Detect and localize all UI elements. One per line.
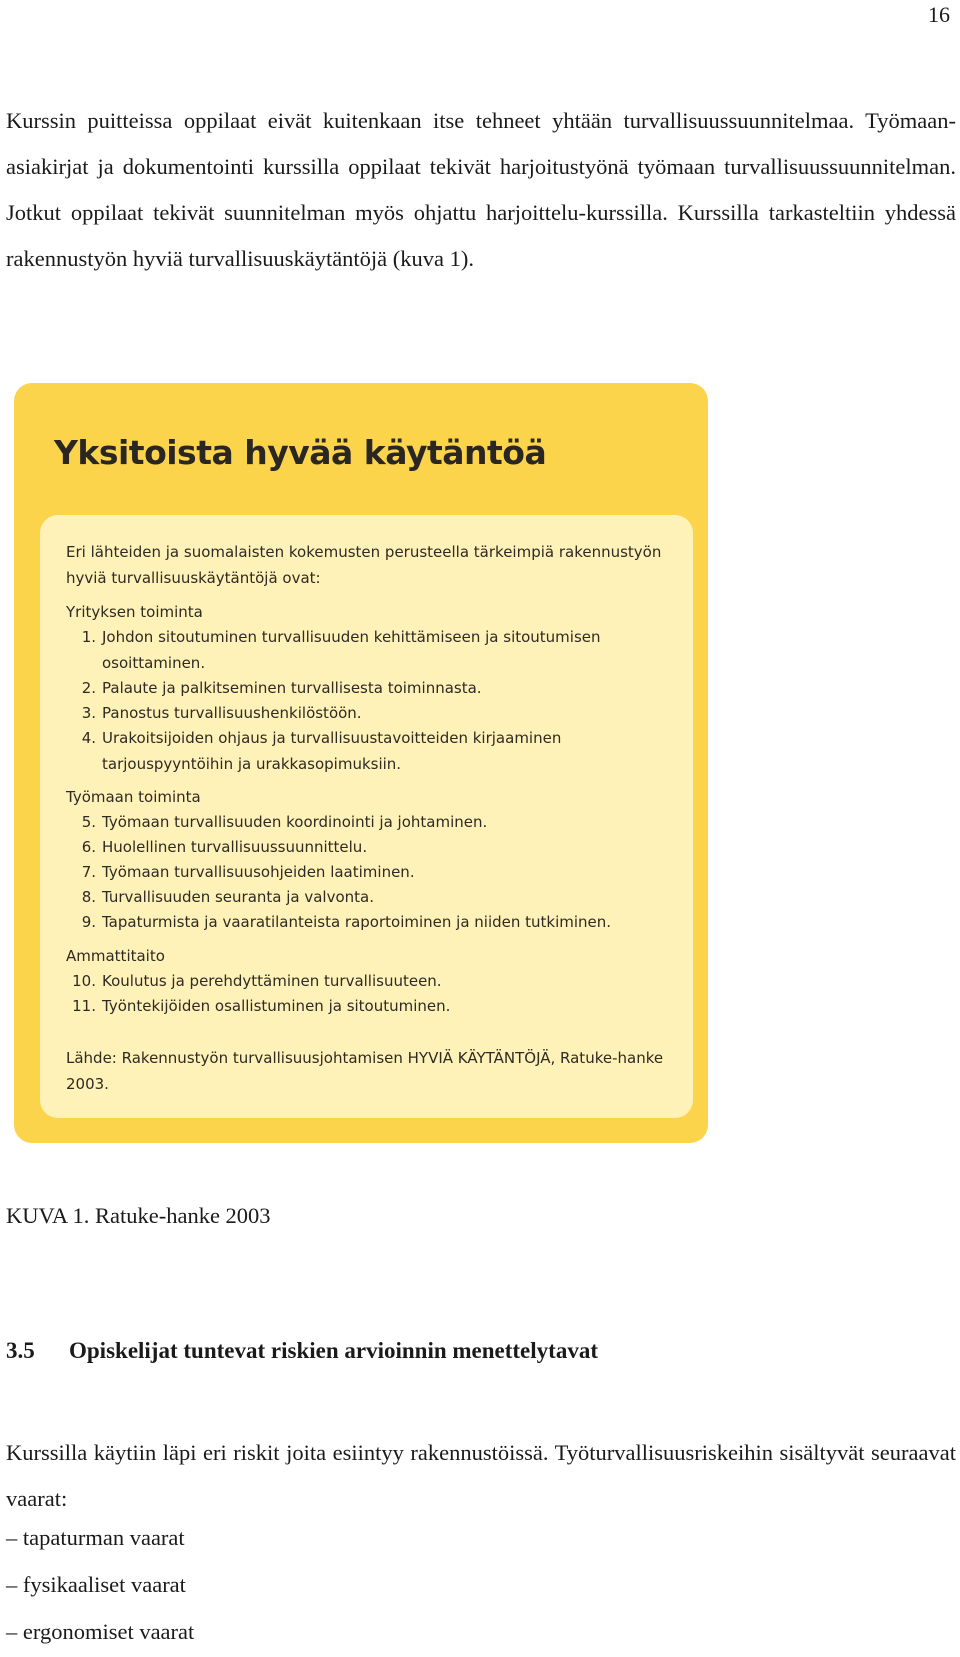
- section-number: 3.5: [6, 1338, 35, 1363]
- list-item: 10. Koulutus ja perehdyttäminen turvallisuuteen.: [72, 972, 442, 990]
- body-paragraph-2: Kurssilla käytiin läpi eri riskit joita esiintyy rakennustöissä. Työturvallisuusriskeihin sisältyvät seuraavat vaarat:: [6, 1440, 956, 1511]
- section-heading: [6, 1338, 598, 1364]
- figure-source: Lähde: Rakennustyön turvallisuusjohtamisen HYVIÄ KÄYTÄNTÖJÄ, Ratuke-hanke 2003.: [66, 1049, 664, 1093]
- figure-panel: [40, 515, 693, 1118]
- figure-intro: Eri lähteiden ja suomalaisten kokemusten perusteella tärkeimpiä rakennustyön hyviä turvallisuuskäytäntöjä ovat:: [66, 543, 662, 587]
- section-title: Työmaan toiminta: [66, 788, 201, 806]
- section-title: Yrityksen toiminta: [66, 603, 203, 621]
- figure-good-practices: [14, 383, 708, 1143]
- list-item: 8. Turvallisuuden seuranta ja valvonta.: [81, 888, 375, 906]
- list-item: 4. Urakoitsijoiden ohjaus ja turvallisuustavoitteiden kirjaaminen tarjouspyyntöihin ja urakkasopimuksiin.: [81, 729, 562, 773]
- section-heading-text: Opiskelijat tuntevat riskien arvioinnin menettelytavat: [69, 1338, 598, 1363]
- list-item: 9. Tapaturmista ja vaaratilanteista raportoiminen ja niiden tutkiminen.: [81, 913, 612, 931]
- list-item: – fysikaaliset vaarat: [6, 1572, 186, 1597]
- page-number: 16: [928, 2, 950, 27]
- list-item: – tapaturman vaarat: [6, 1525, 185, 1550]
- body-paragraph-1: Kurssin puitteissa oppilaat eivät kuitenkaan itse tehneet yhtään turvallisuussuunnitelmaa. Työmaan-asiakirjat ja dokumentointi kurssilla oppilaat tekivät harjoitustyönä työmaan turvallisuussuunnitelman. Jotkut oppilaat tekivät suunnitelman myös ohjattu harjoittelu-kurssilla. Kurssilla tarkasteltiin yhdessä rakennustyön hyviä turvallisuuskäytäntöjä (kuva 1).: [6, 108, 956, 271]
- list-item: 2. Palaute ja palkitseminen turvallisesta toiminnasta.: [81, 679, 482, 697]
- section-title: Ammattitaito: [66, 947, 165, 965]
- list-item: 1. Johdon sitoutuminen turvallisuuden kehittämiseen ja sitoutumisen osoittaminen.: [81, 628, 601, 672]
- figure-title: Yksitoista hyvää käytäntöä: [54, 433, 547, 472]
- list-item: 11. Työntekijöiden osallistuminen ja sitoutuminen.: [72, 997, 451, 1015]
- list-item: 6. Huolellinen turvallisuussuunnittelu.: [81, 838, 368, 856]
- list-item: 3. Panostus turvallisuushenkilöstöön.: [81, 704, 362, 722]
- list-item: – ergonomiset vaarat: [6, 1619, 195, 1644]
- figure-caption: KUVA 1. Ratuke-hanke 2003: [6, 1203, 271, 1228]
- list-item: 5. Työmaan turvallisuuden koordinointi ja johtaminen.: [81, 813, 488, 831]
- list-item: 7. Työmaan turvallisuusohjeiden laatiminen.: [81, 863, 415, 881]
